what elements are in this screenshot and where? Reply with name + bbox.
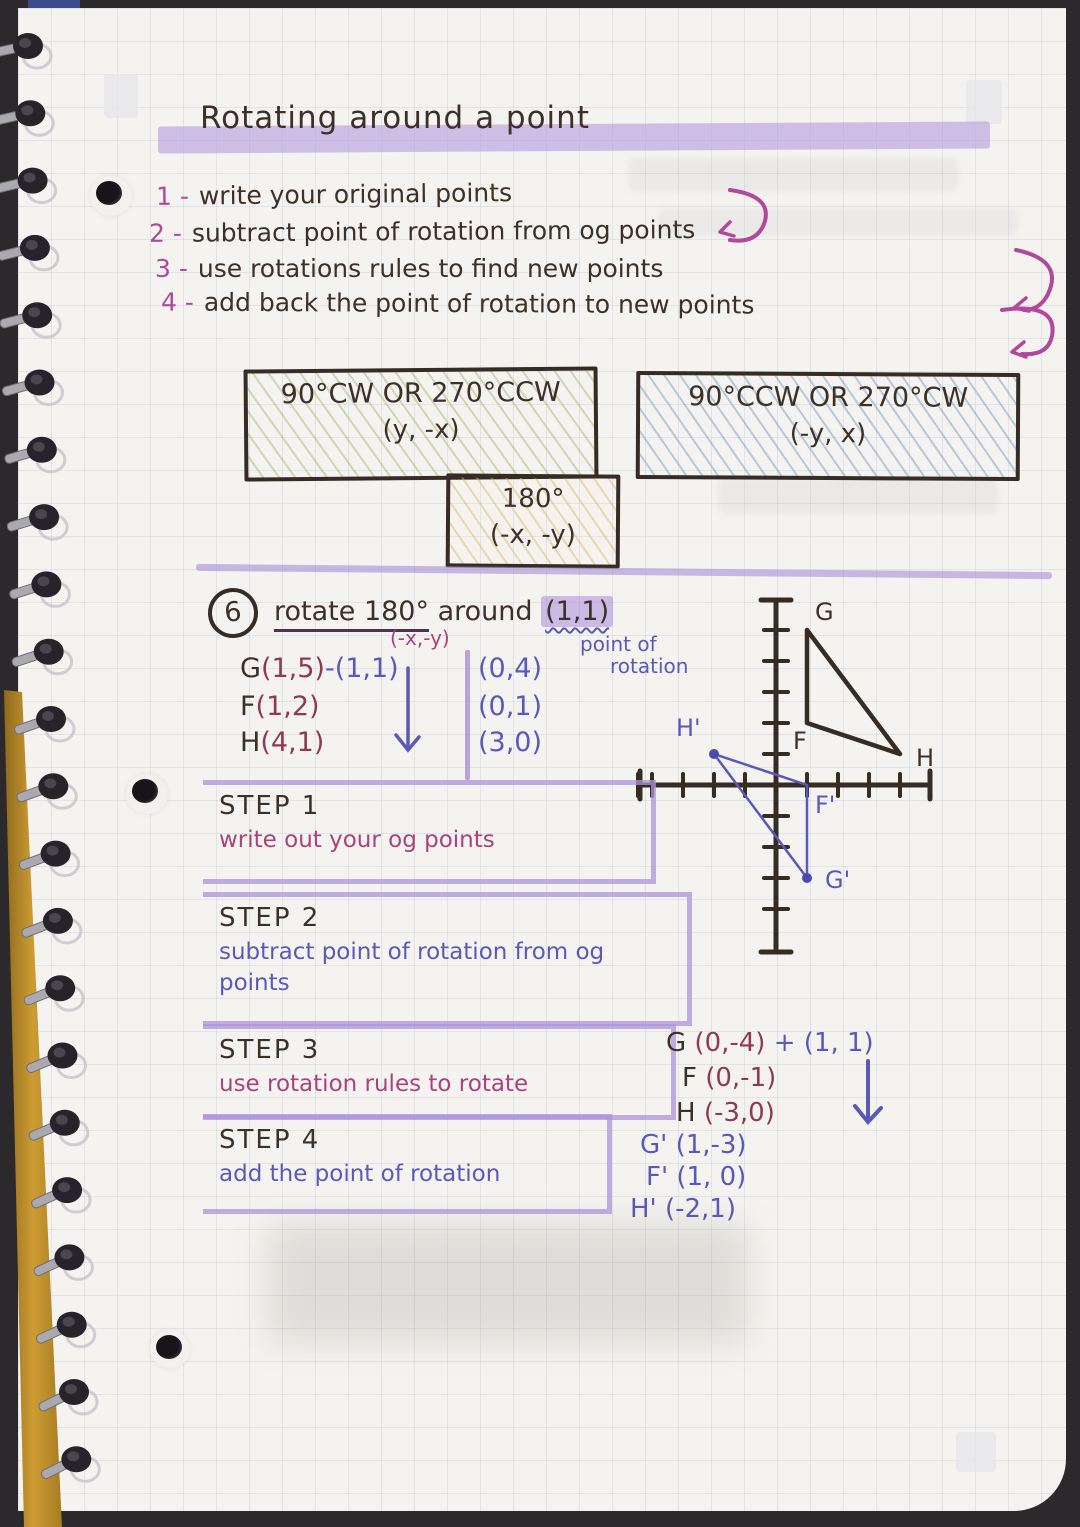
- point-label: H': [630, 1194, 657, 1224]
- watermark-square: [956, 1432, 996, 1472]
- down-arrow-icon: [383, 663, 433, 763]
- heading-rotate: rotate 180°: [274, 596, 429, 632]
- minus-center: -(1,1): [324, 653, 399, 684]
- curved-arrow-icon: [1002, 308, 1053, 354]
- step-label: STEP 4: [219, 1125, 321, 1155]
- curved-arrow-icon: [730, 190, 766, 241]
- heading-point-of-rotation: (1,1): [541, 596, 613, 627]
- spiral-binding: [0, 0, 160, 1527]
- work-row-f: [240, 691, 320, 722]
- notebook-page: [18, 8, 1066, 1511]
- step-desc: add the point of rotation: [219, 1161, 501, 1187]
- point-g-prime: [802, 873, 812, 883]
- step-label: STEP 3: [219, 1035, 321, 1065]
- step-number: 2 -: [148, 218, 182, 248]
- page-shadow: [268, 1223, 748, 1343]
- step-box-2: [203, 892, 692, 1026]
- point-coords: (-3,0): [703, 1098, 775, 1128]
- point-label: F: [240, 691, 256, 722]
- procedure-step-3: [155, 254, 663, 283]
- step-desc: use rotation rules to rotate: [219, 1071, 529, 1097]
- point-label: F': [646, 1162, 669, 1192]
- rotation-rule-box-90cw: [244, 366, 599, 481]
- step-box-3: [203, 1024, 676, 1120]
- point-coords: (1,2): [255, 691, 320, 722]
- label-g-prime: G': [825, 866, 851, 894]
- step-number: 1 -: [155, 181, 190, 211]
- label-f: F: [793, 727, 807, 755]
- original-triangle: [807, 630, 900, 754]
- step-number: 3 -: [155, 254, 188, 283]
- problem-number: 6: [206, 586, 261, 641]
- step-text: subtract point of rotation from og points: [191, 215, 696, 248]
- calc-subtracted-f: [682, 1063, 776, 1093]
- step-text: write your original points: [198, 178, 513, 211]
- section-divider: [196, 564, 1052, 579]
- work-row-h: [240, 727, 324, 758]
- point-label: H: [240, 727, 261, 758]
- work-row-g: [240, 653, 399, 684]
- photo-edge-mark: [28, 0, 80, 8]
- step-text: add back the point of rotation to new points: [203, 287, 755, 320]
- point-coords: (4,1): [260, 727, 325, 758]
- step-desc: subtract point of rotation from og points: [219, 939, 605, 997]
- calc-final-h: [630, 1194, 736, 1224]
- point-coords: (-2,1): [664, 1194, 736, 1224]
- point-label: G: [240, 653, 261, 684]
- step-number: 4 -: [160, 287, 194, 317]
- point-coords: (0,-1): [705, 1063, 777, 1093]
- step-label: STEP 2: [219, 903, 321, 933]
- label-f-prime: F': [815, 791, 836, 819]
- rotation-rule-box-90ccw: [636, 371, 1021, 481]
- result-f: (0,1): [478, 691, 543, 722]
- calc-subtracted-h: [676, 1098, 775, 1128]
- rule-mapping: (-y, x): [789, 418, 867, 450]
- column-separator: [465, 650, 470, 780]
- label-h-prime: H': [676, 714, 701, 742]
- point-coords: (0,-4): [694, 1028, 766, 1058]
- point-label: G: [666, 1028, 687, 1058]
- point-coords: (1,-3): [675, 1130, 747, 1160]
- rule-title: 90°CCW OR 270°CW: [688, 381, 969, 414]
- down-arrow-icon: [838, 1056, 898, 1136]
- step-desc: write out your og points: [219, 827, 495, 853]
- result-h: (3,0): [478, 727, 543, 758]
- result-g: (0,4): [478, 653, 543, 684]
- point-label: F: [682, 1063, 697, 1093]
- point-coords: (1,5): [260, 653, 325, 684]
- rotation-rule-box-180: [446, 473, 621, 568]
- bleed-through-mark: [718, 478, 998, 514]
- rule-title: 90°CW OR 270°CCW: [280, 376, 561, 411]
- rule-mapping: (-x, -y): [489, 519, 576, 551]
- heading-around: around: [428, 596, 542, 627]
- point-of-rotation-label: rotation: [610, 654, 689, 678]
- step-box-4: [203, 1114, 612, 1214]
- problem-heading: [274, 596, 613, 627]
- point-coords: (1, 0): [676, 1162, 747, 1192]
- step-text: use rotations rules to find new points: [197, 254, 664, 283]
- watermark-square: [966, 80, 1002, 124]
- point-of-rotation-label: point of: [580, 632, 657, 656]
- axis-ticks: [638, 630, 900, 909]
- rule-annotation: (-x,-y): [390, 626, 450, 650]
- point-label: G': [640, 1130, 668, 1160]
- point-h-prime: [709, 749, 719, 759]
- calc-subtracted-g: [666, 1028, 874, 1058]
- step-box-1: [203, 780, 656, 884]
- step-label: STEP 1: [219, 791, 321, 821]
- procedure-step-2: [149, 215, 695, 248]
- point-label: H: [676, 1098, 696, 1128]
- calc-final-g: [640, 1130, 747, 1160]
- label-g: G: [815, 598, 834, 626]
- procedure-step-1: [156, 178, 512, 211]
- curved-arrow-icons: [618, 168, 1080, 368]
- rotated-triangle: [714, 754, 807, 878]
- rule-mapping: (y, -x): [382, 414, 460, 446]
- label-h: H: [916, 744, 935, 772]
- rule-title: 180°: [501, 483, 565, 515]
- note-title: Rotating around a point: [200, 100, 590, 136]
- calc-final-f: [646, 1162, 746, 1192]
- plus-center: + (1, 1): [773, 1028, 874, 1058]
